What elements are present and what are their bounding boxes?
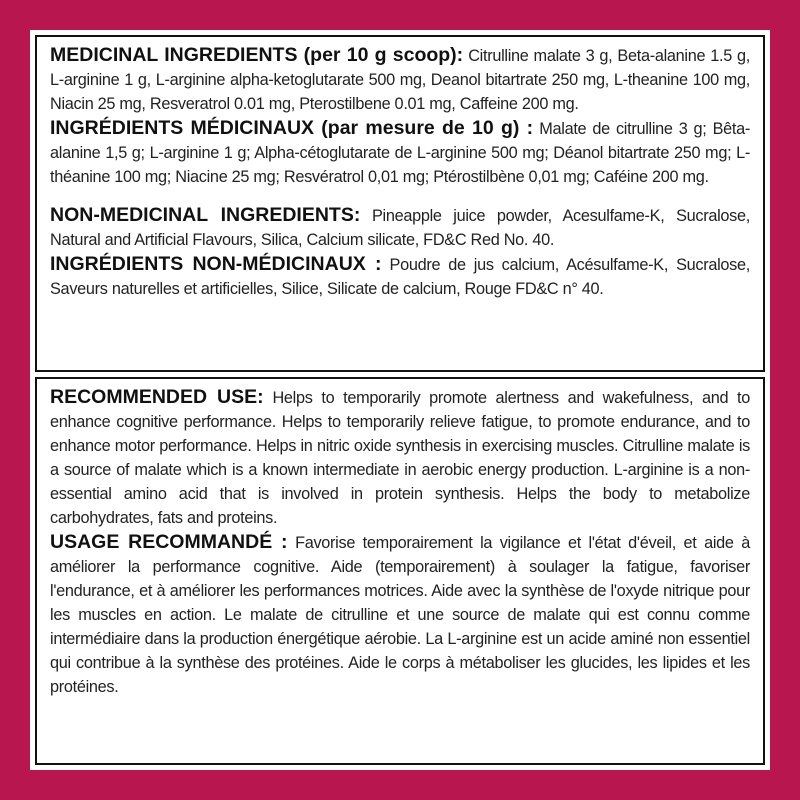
non-medicinal-ingredients-fr-heading: INGRÉDIENTS NON-MÉDICINAUX : bbox=[50, 253, 382, 275]
recommended-use-en bbox=[50, 385, 750, 530]
non-medicinal-ingredients-en-text: Pineapple juice powder, Acesulfame-K, Sucralose, Natural and Artificial Flavours, Silica, Calcium silicate, FD&C Red No. 40. bbox=[50, 207, 750, 249]
recommended-use-fr-text: Favorise temporairement la vigilance et l'état d'éveil, et aide à améliorer la performance cognitive. Aide (temporairement) à soulager la fatigue, favoriser l'endurance, et à améliorer les performances motrices. Aide avec la synthèse de l'oxyde nitrique pour les muscles en action. Le malate de citrulline et une source de malate qui est connu comme intermédiaire dans la production énergétique aérobie. La L-arginine est un acide aminé non essentiel qui contribue à la synthèse des protéines. Aide le corps à métaboliser les glucides, les lipides et les protéines. bbox=[50, 534, 750, 696]
recommended-use-en-text: Helps to temporarily promote alertness and wakefulness, and to enhance cognitive performance. Helps to temporarily relieve fatigue, to promote endurance, and to enhance motor performance. Helps in nitric oxide synthesis in exercising muscles. Citrulline malate is a source of malate which is a known intermediate in aerobic energy production. L-arginine is a non-essential amino acid that is involved in protein synthesis. Helps the body to metabolize carbohydrates, fats and proteins. bbox=[50, 389, 750, 527]
section-spacer bbox=[50, 189, 750, 203]
medicinal-ingredients-fr-heading: INGRÉDIENTS MÉDICINAUX (par mesure de 10 g) : bbox=[50, 117, 534, 139]
medicinal-ingredients-fr bbox=[50, 116, 750, 189]
usage-panel bbox=[35, 377, 765, 765]
medicinal-ingredients-en bbox=[50, 43, 750, 116]
ingredients-panel bbox=[35, 35, 765, 372]
recommended-use-fr bbox=[50, 530, 750, 699]
medicinal-ingredients-fr-text: Malate de citrulline 3 g; Bêta-alanine 1,5 g; L-arginine 1 g; Alpha-cétoglutarate de L-arginine 500 mg; Déanol bitartrate 250 mg; L-théanine 100 mg; Niacine 25 mg; Resvératrol 0,01 mg; Ptérostilbène 0,01 mg; Caféine 200 mg. bbox=[50, 120, 751, 186]
medicinal-ingredients-en-heading: MEDICINAL INGREDIENTS (per 10 g scoop): bbox=[50, 44, 464, 66]
recommended-use-en-heading: RECOMMENDED USE: bbox=[50, 386, 264, 408]
medicinal-ingredients-en-text: Citrulline malate 3 g, Beta-alanine 1.5 g, L-arginine 1 g, L-arginine alpha-ketoglutarate 500 mg, Deanol bitartrate 250 mg, L-theanine 100 mg, Niacin 25 mg, Resveratrol 0.01 mg, Pterostilbene 0.01 mg, Caffeine 200 mg. bbox=[50, 47, 750, 113]
non-medicinal-ingredients-fr bbox=[50, 252, 750, 301]
non-medicinal-ingredients-en-heading: NON-MEDICINAL INGREDIENTS: bbox=[50, 204, 361, 226]
product-label bbox=[30, 30, 770, 770]
non-medicinal-ingredients-fr-text: Poudre de jus calcium, Acésulfame-K, Sucralose, Saveurs naturelles et artificielles, Silice, Silicate de calcium, Rouge FD&C n° 40. bbox=[50, 256, 750, 298]
recommended-use-fr-heading: USAGE RECOMMANDÉ : bbox=[50, 531, 288, 553]
non-medicinal-ingredients-en bbox=[50, 203, 750, 252]
